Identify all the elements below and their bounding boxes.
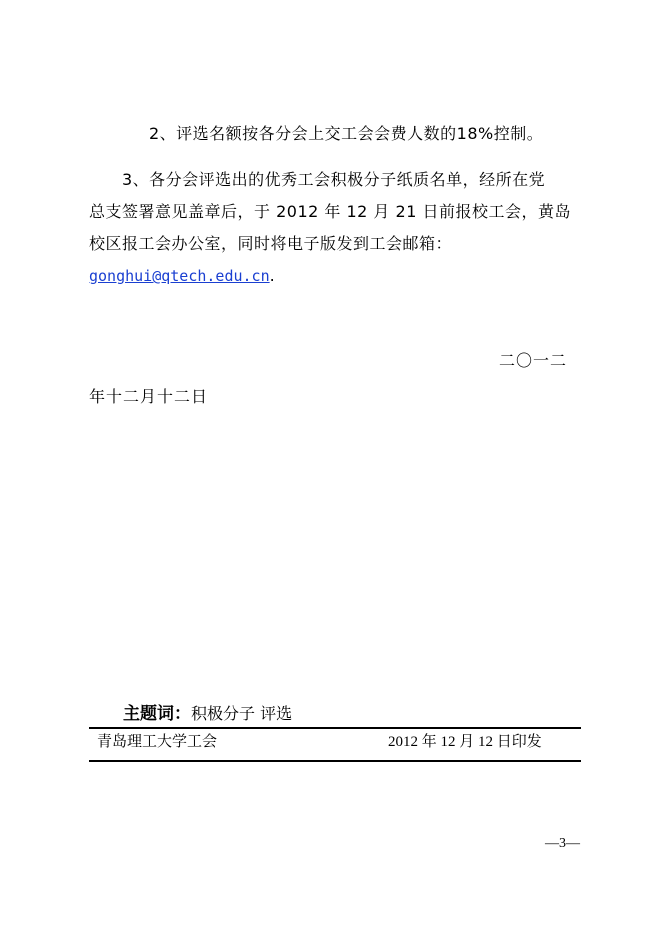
email-link[interactable]: gonghui@qtech.edu.cn <box>89 267 270 285</box>
item-2-text: 2、评选名额按各分会上交工会会费人数的18%控制。 <box>149 124 544 143</box>
item-3-line-3: 校区报工会办公室，同时将电子版发到工会邮箱： <box>89 234 453 253</box>
date-line-1: 二〇一二 <box>498 351 567 370</box>
keywords-value: 积极分子 评选 <box>191 704 293 723</box>
email-suffix: . <box>269 266 276 285</box>
footer-issuer: 青岛理工大学工会 <box>97 732 218 750</box>
item-3-paragraph <box>89 164 581 292</box>
page-number: —3— <box>545 836 580 851</box>
item-3-line-1: 3、各分会评选出的优秀工会积极分子纸质名单，经所在党 <box>122 170 546 189</box>
subject-keywords <box>123 699 292 724</box>
item-2-paragraph <box>89 118 581 150</box>
email-line <box>89 260 581 292</box>
footer-issue-date: 2012 年 12 月 12 日印发 <box>388 734 542 750</box>
keywords-label: 主题词： <box>123 704 191 724</box>
date-line-2: 年十二月十二日 <box>89 387 209 406</box>
footer-top-rule <box>89 727 581 729</box>
item-3-line-2: 总支签署意见盖章后，于 2012 年 12 月 21 日前报校工会，黄岛 <box>89 202 571 221</box>
footer-bottom-rule <box>89 760 581 762</box>
